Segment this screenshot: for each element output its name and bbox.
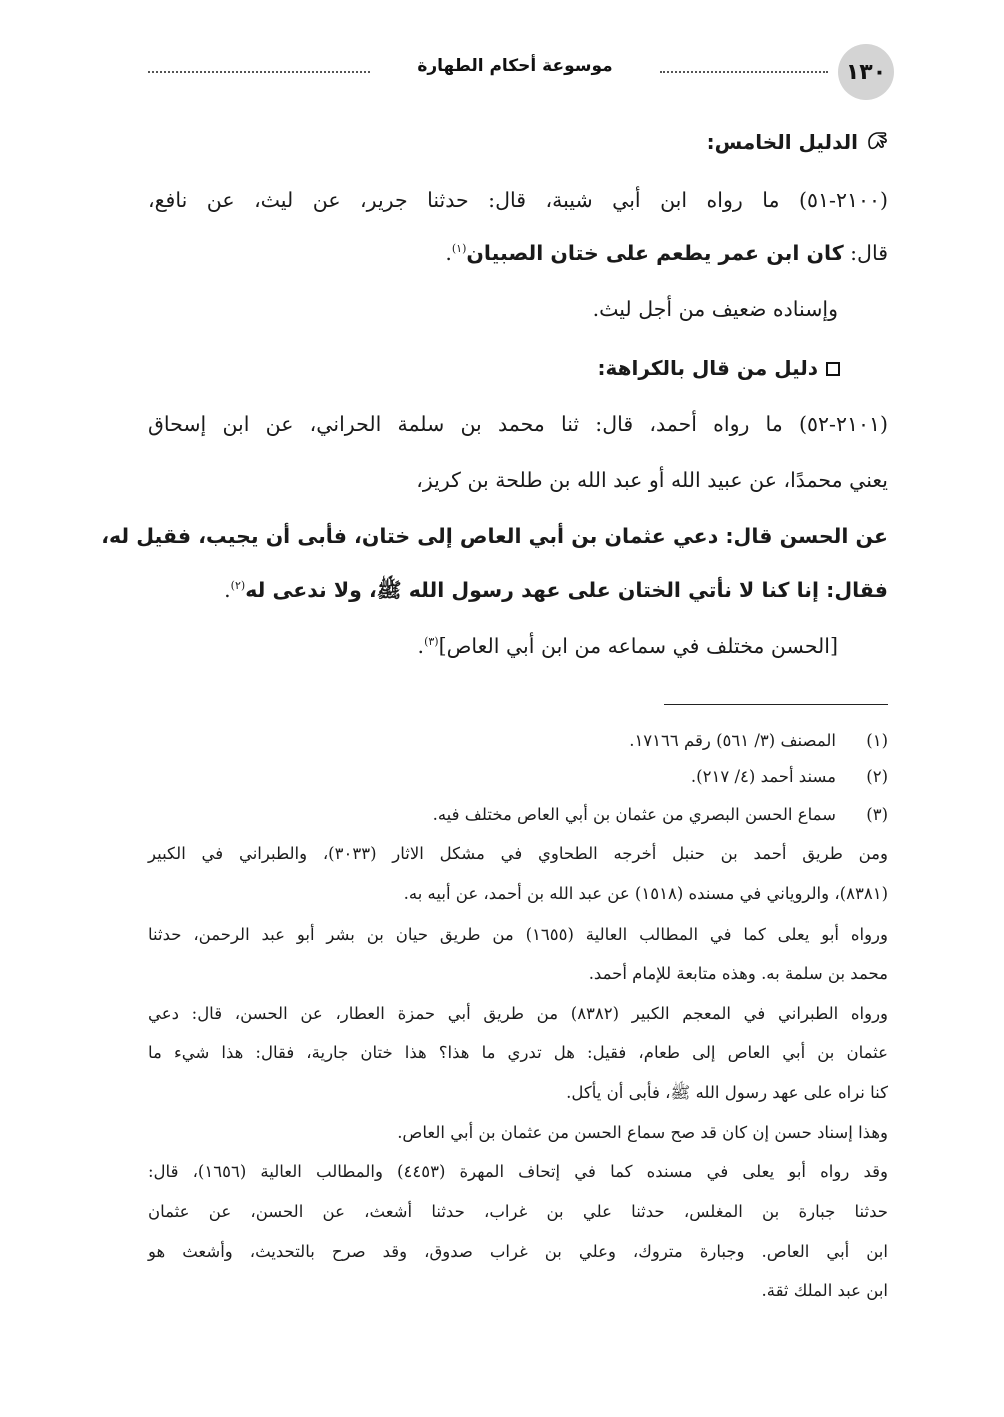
footnote-ref-2: (٢) (230, 579, 246, 593)
editor-note (98, 634, 838, 659)
square-bullet-icon (826, 362, 840, 376)
footnote-1-number: (١) (866, 731, 888, 750)
isnad-grading: وإسناده ضعيف من أجل ليث. (592, 297, 838, 321)
book-title: موسوعة أحكام الطهارة (417, 56, 613, 76)
footnote-3-line-7: عثمان بن أبي العاص إلى طعام، فقيل: هل تدري ما هذا؟ هذا ختان جارية، فقال: هذا شيء ما (148, 1043, 888, 1062)
pointing-hand-icon (866, 130, 888, 152)
footnote-3-line-10: وقد رواه أبو يعلى في مسنده كما في إتحاف المهرة (٤٤٥٣) والمطالب العالية (١٦٥٦)، قال: (148, 1162, 888, 1181)
footnote-3-line-2: ومن طريق أحمد بن حنبل أخرجه الطحاوي في مشكل الاثار (٣٠٣٣)، والطبراني في الكبير (148, 844, 888, 863)
hadith-2100-matn: كان ابن عمر يطعم على ختان الصبيان (466, 241, 844, 265)
page-number: ١٣٠ (838, 44, 894, 100)
footnote-separator (664, 704, 888, 705)
footnote-3-line-3: (٨٣٨١)، والروياني في مسنده (١٥١٨) عن عبد الله بن أحمد، عن أبيه به. (403, 884, 888, 903)
section-heading-karaha (100, 356, 840, 380)
hadith-2101-line-2: يعني محمدًا، عن عبيد الله أو عبد الله بن طلحة بن كريز، (416, 468, 888, 492)
hadith-2100-line-1: (٢١٠٠-٥١) ما رواه ابن أبي شيبة، قال: حدثنا جرير، عن ليث، عن نافع، (148, 188, 888, 212)
hadith-2101-matn-line-2 (148, 578, 888, 603)
footnote-2 (148, 767, 888, 787)
footnote-2-text: مسند أحمد (٤/ ٢١٧). (690, 767, 836, 786)
header-dotted-rule-left (148, 71, 370, 73)
hadith-2101-end: . (224, 578, 231, 602)
heading-karaha-text: دليل من قال بالكراهة: (597, 356, 818, 380)
editor-note-text: [الحسن مختلف في سماعه من ابن أبي العاص] (438, 634, 838, 658)
footnote-3-line-6: ورواه الطبراني في المعجم الكبير (٨٣٨٢) من طريق أبي حمزة العطار، عن الحسن، قال: دعي (148, 1004, 889, 1023)
footnote-3-number: (٣) (866, 805, 888, 824)
footnote-3-line-12: ابن أبي العاص. وجبارة متروك، وعلي بن غراب صدوق، وقد صرح بالتحديث، وأشعث هو (148, 1242, 888, 1261)
hadith-2100-line-2 (148, 241, 888, 266)
footnote-3-line-1 (148, 805, 888, 825)
footnote-3-line-9: وهذا إسناد حسن إن كان قد صح سماع الحسن من عثمان بن أبي العاص. (397, 1123, 888, 1142)
editor-note-end: . (417, 634, 425, 658)
footnote-ref-1: (١) (451, 242, 467, 256)
footnote-3-line-5: محمد بن سلمة به. وهذه متابعة للإمام أحمد. (588, 964, 888, 983)
hadith-2100-lead: قال: (843, 241, 888, 265)
hadith-2101-matn-line-1: عن الحسن قال: دعي عثمان بن أبي العاص إلى ختان، فأبى أن يجيب، فقيل له، (101, 524, 888, 548)
footnote-2-number: (٢) (866, 767, 888, 786)
hadith-2101-matn-text: فقال: إنا كنا لا نأتي الختان على عهد رسول الله ﷺ، ولا ندعى له (245, 578, 888, 602)
footnote-3-line-11: حدثنا جبارة بن المغلس، حدثنا علي بن غراب، حدثنا أشعث، عن الحسن، عن عثمان (148, 1202, 888, 1221)
section-heading-fifth-evidence (148, 130, 888, 154)
footnote-3-line-8: كنا نراه على عهد رسول الله ﷺ، فأبى أن يأكل. (566, 1083, 888, 1102)
footnote-3-line-4: ورواه أبو يعلى كما في المطالب العالية (١٦٥٥) من طريق حيان بن بشر أبو عبد الرحمن، حدثنا (148, 925, 888, 944)
hadith-2101-line-1: (٢١٠١-٥٢) ما رواه أحمد، قال: ثنا محمد بن سلمة الحراني، عن ابن إسحاق (148, 412, 888, 436)
footnote-3-line-13: ابن عبد الملك ثقة. (761, 1281, 888, 1300)
footnote-1 (148, 731, 888, 751)
hadith-2100-end: . (445, 241, 452, 265)
footnote-ref-3: (٣) (424, 635, 439, 649)
page-header (148, 44, 894, 104)
header-dotted-rule-right (660, 71, 828, 73)
heading-text: الدليل الخامس: (706, 130, 858, 154)
footnote-3-text: سماع الحسن البصري من عثمان بن أبي العاص مختلف فيه. (432, 805, 836, 824)
footnote-1-text: المصنف (٣/ ٥٦١) رقم ١٧١٦٦. (629, 731, 836, 750)
